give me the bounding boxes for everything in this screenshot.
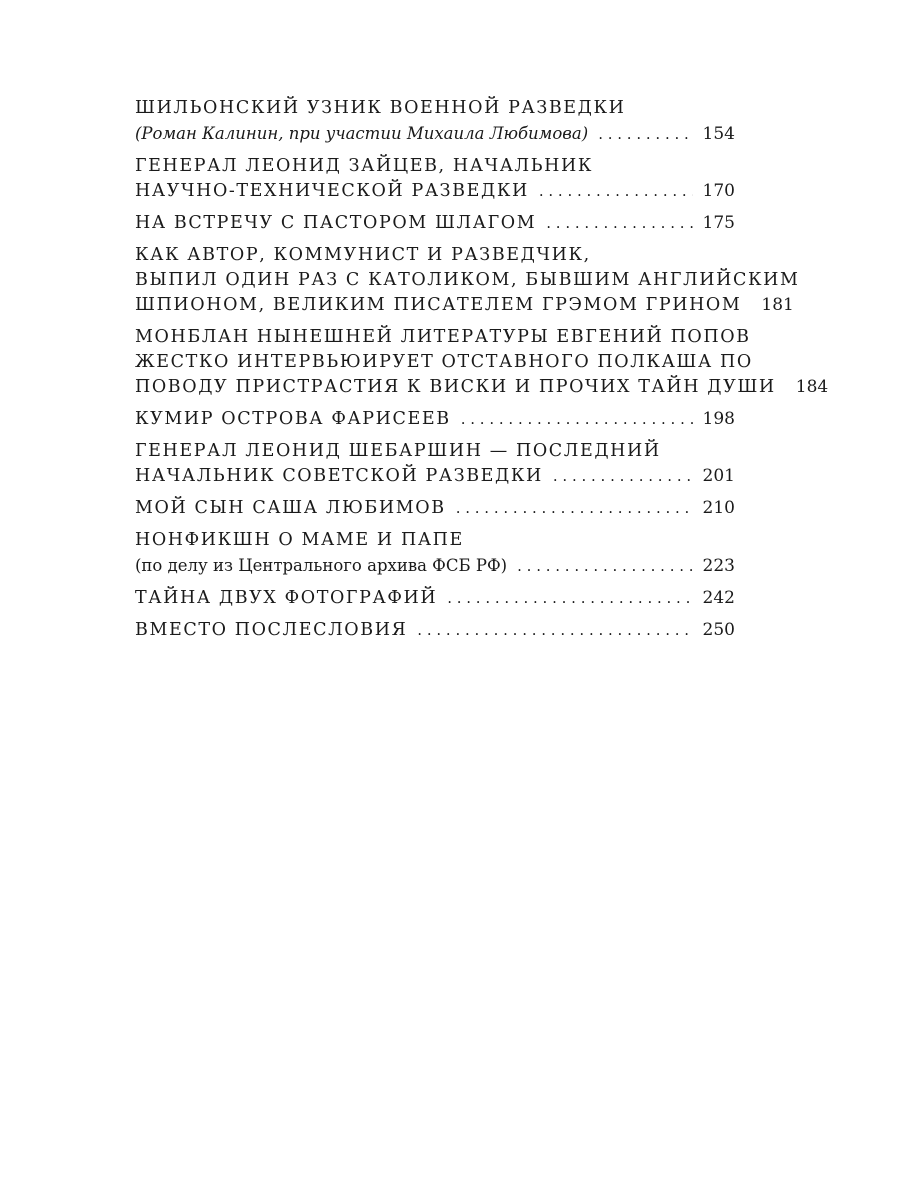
toc-page-number: 242 bbox=[702, 588, 735, 608]
toc-entry bbox=[135, 154, 735, 204]
toc-entry-title: ТАЙНА ДВУХ ФОТОГРАФИЙ bbox=[135, 588, 438, 608]
toc-page-number: 184 bbox=[795, 377, 829, 397]
toc-entry-title-line: ГЕНЕРАЛ ЛЕОНИД ШЕБАРШИН — ПОСЛЕДНИЙ bbox=[135, 441, 661, 461]
toc-entry bbox=[135, 325, 829, 400]
toc-entry-title-line: ЖЕСТКО ИНТЕРВЬЮИРУЕТ ОТСТАВНОГО ПОЛКАША ПО bbox=[135, 352, 753, 372]
toc-entry-title: МОЙ СЫН САША ЛЮБИМОВ bbox=[135, 498, 446, 518]
toc-page-number: 154 bbox=[702, 124, 735, 144]
toc-entry-last-line bbox=[135, 121, 735, 147]
dot-leader bbox=[553, 464, 693, 489]
dot-leader bbox=[447, 586, 692, 611]
toc-entry bbox=[135, 243, 800, 318]
dot-leader bbox=[539, 179, 693, 204]
toc-entry-title-line: НОНФИКШН О МАМЕ И ПАПЕ bbox=[135, 530, 464, 550]
toc-page-number: 201 bbox=[702, 466, 735, 486]
toc-entry bbox=[135, 586, 735, 611]
dot-leader bbox=[517, 554, 692, 579]
toc-entry-title-line: КАК АВТОР, КОММУНИСТ И РАЗВЕДЧИК, bbox=[135, 245, 591, 265]
toc-entry bbox=[135, 96, 735, 147]
toc-entry-last-line bbox=[135, 179, 735, 204]
toc-page-number: 223 bbox=[702, 556, 735, 576]
toc-entry-last-line bbox=[135, 618, 735, 643]
toc-entry-last-line bbox=[135, 293, 794, 318]
toc-entry-title-line: ШИЛЬОНСКИЙ УЗНИК ВОЕННОЙ РАЗВЕДКИ bbox=[135, 98, 626, 118]
toc-entry bbox=[135, 496, 735, 521]
toc-entry-title: КУМИР ОСТРОВА ФАРИСЕЕВ bbox=[135, 409, 451, 429]
table-of-contents bbox=[135, 96, 829, 650]
toc-entry-title-end: НАЧАЛЬНИК СОВЕТСКОЙ РАЗВЕДКИ bbox=[135, 466, 543, 486]
toc-entry-last-line bbox=[135, 375, 829, 400]
toc-entry bbox=[135, 439, 735, 489]
toc-entry-last-line bbox=[135, 407, 735, 432]
toc-entry-title-end: ПОВОДУ ПРИСТРАСТИЯ К ВИСКИ И ПРОЧИХ ТАЙН ДУШИ bbox=[135, 377, 776, 397]
toc-entry-title-line: МОНБЛАН НЫНЕШНЕЙ ЛИТЕРАТУРЫ ЕВГЕНИЙ ПОПОВ bbox=[135, 327, 751, 347]
toc-page-number: 250 bbox=[702, 620, 735, 640]
toc-entry-title: ВМЕСТО ПОСЛЕСЛОВИЯ bbox=[135, 620, 408, 640]
toc-entry-title-line: ГЕНЕРАЛ ЛЕОНИД ЗАЙЦЕВ, НАЧАЛЬНИК bbox=[135, 156, 594, 176]
toc-entry-title-end: НАУЧНО-ТЕХНИЧЕСКОЙ РАЗВЕДКИ bbox=[135, 181, 529, 201]
toc-entry-last-line bbox=[135, 211, 735, 236]
toc-entry-last-line bbox=[135, 496, 735, 521]
toc-entry bbox=[135, 407, 735, 432]
toc-entry-title: НА ВСТРЕЧУ С ПАСТОРОМ ШЛАГОМ bbox=[135, 213, 537, 233]
dot-leader bbox=[546, 211, 692, 236]
toc-page-number: 175 bbox=[702, 213, 735, 233]
toc-entry bbox=[135, 618, 735, 643]
toc-entry-title-line: ВЫПИЛ ОДИН РАЗ С КАТОЛИКОМ, БЫВШИМ АНГЛИЙСКИМ bbox=[135, 270, 800, 290]
toc-entry-last-line bbox=[135, 586, 735, 611]
toc-entry-title-end: ШПИОНОМ, ВЕЛИКИМ ПИСАТЕЛЕМ ГРЭМОМ ГРИНОМ bbox=[135, 295, 742, 315]
toc-page-number: 210 bbox=[702, 498, 735, 518]
toc-entry-last-line bbox=[135, 464, 735, 489]
toc-page-number: 181 bbox=[761, 295, 794, 315]
toc-entry-last-line bbox=[135, 553, 735, 579]
dot-leader bbox=[598, 122, 692, 147]
toc-page-number: 170 bbox=[702, 181, 735, 201]
toc-entry-subtitle: (по делу из Центрального архива ФСБ РФ) bbox=[135, 556, 508, 575]
toc-entry bbox=[135, 211, 735, 236]
dot-leader bbox=[417, 618, 692, 643]
dot-leader bbox=[456, 496, 693, 521]
toc-page-number: 198 bbox=[702, 409, 735, 429]
toc-entry bbox=[135, 528, 735, 579]
toc-entry-subtitle: (Роман Калинин, при участии Михаила Любимова) bbox=[135, 124, 589, 143]
dot-leader bbox=[461, 407, 693, 432]
